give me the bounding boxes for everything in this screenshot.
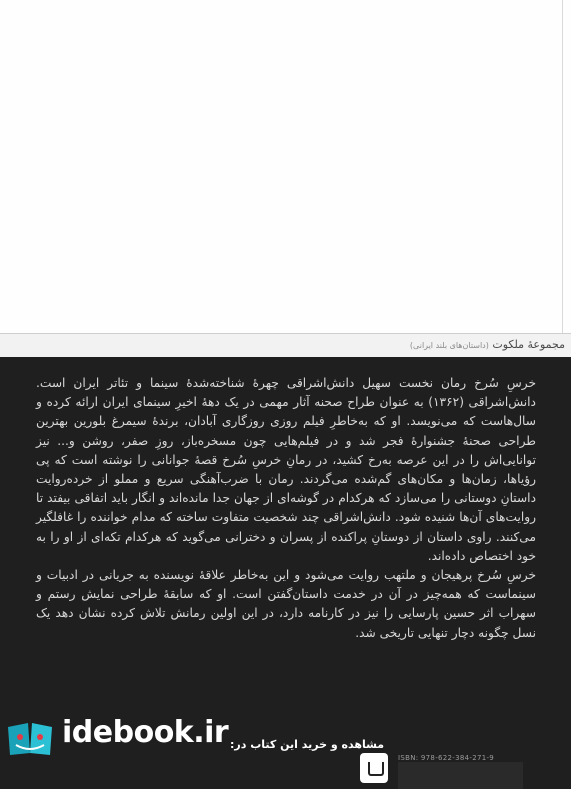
publisher-logo-icon xyxy=(360,753,388,783)
logo-text: idebook.ir xyxy=(62,715,229,750)
top-blank-area xyxy=(0,0,571,333)
buy-caption: مشاهده و خرید این کتاب در: xyxy=(230,738,385,751)
publisher-mark-icon xyxy=(368,762,384,776)
back-cover-panel xyxy=(0,357,571,789)
synopsis-text xyxy=(36,374,536,643)
synopsis-paragraph-1: خرسِ سُرخ رمان نخست سهیل دانش‌اشراقی چهرهٔ شناخته‌شدهٔ سینما و تئاتر ایران است. دانش‌اشراقی (۱۳۶۲) به عنوان طراح صحنه آثار مهمی در یک دههٔ اخیرِ سینمای ایران ارائه کرده و سال‌هاست که می‌نویسد. او که به‌خاطرِ فیلم روزی روزگاری آبادان، برندهٔ سیمرغ بلورین بهترین طراحی صحنهٔ جشنوارهٔ فجر شد و در فیلم‌هایی چون مسخره‌باز، روزِ صفر، روشن و... نیز توانایی‌اش را در این عرصه به‌رخ کشید، در رمانِ خرسِ سُرخ قصهٔ جوانانی را نوشته است که پی رؤیاها، زمان‌ها و مکان‌های گم‌شده می‌گردند. رمان با ضرب‌آهنگی سریع و مملو از خرده‌روایت داستانِ دوستانی را می‌سازد که هرکدام در گوشه‌ای از جهان جدا مانده‌اند و انگار باید اتفاقی بیفتد تا روایت‌های آن‌ها شنیده شود. دانش‌اشراقی چند شخصیت متفاوت ساخته که مدام خواننده را غافلگیر می‌کنند. راوی داستان از دوستانِ پراکنده از پسران و دخترانی می‌گوید که هرکدام تکه‌ای از او را به خود اختصاص داده‌اند. xyxy=(36,376,536,563)
synopsis-paragraph-2: خرسِ سُرخ پرهیجان و ملتهب روایت می‌شود و این به‌خاطر علاقهٔ نویسنده به جریانی در ادبیات و سینماست که همه‌چیز در آن در خدمت داستان‌گفتن است. او که سابقهٔ طراحی نمایش رستم و سهراب اثر حسین پارسایی را نیز در کارنامه دارد، در این اولین رمانش تلاش کرده نشان دهد یک نسل چگونه دچار تنهایی تاریخی شد. xyxy=(36,568,536,640)
series-label-sub: (داستان‌های بلند ایرانی) xyxy=(409,341,489,350)
page-edge-line xyxy=(562,0,563,333)
book-icon xyxy=(6,719,54,757)
barcode-area xyxy=(398,762,523,789)
series-strip xyxy=(0,333,571,358)
series-label-main: مجموعهٔ ملکوت xyxy=(492,338,565,351)
watermark-logo[interactable] xyxy=(0,715,232,759)
series-label xyxy=(410,338,565,351)
isbn-label: ISBN: 978-622-384-271-9 xyxy=(398,754,495,762)
